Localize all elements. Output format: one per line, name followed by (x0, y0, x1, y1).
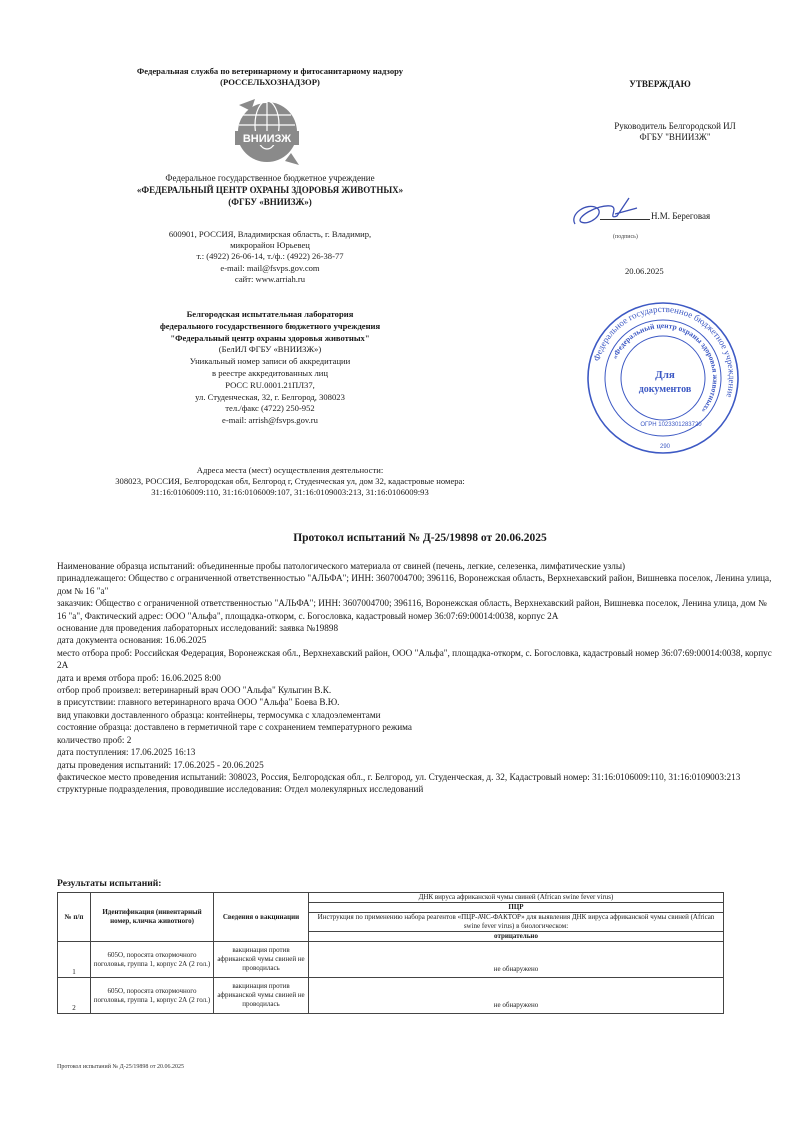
protocol-fields (57, 560, 777, 796)
lab-address: ул. Студенческая, 32, г. Белгород, 308023 (195, 391, 345, 402)
stamp-center-line-1: Для (655, 369, 675, 381)
lab-block (80, 309, 460, 427)
row-result: не обнаружено (309, 978, 724, 1014)
email: e-mail: mail@fsvps.gov.com (220, 262, 320, 273)
stamp-center-line-2: документов (638, 384, 692, 395)
field-sampling-place: место отбора проб: Российская Федерация, Воронежская обл., Верхнехавский район, ООО "Альфа", площадка-откорм, с. Богословка, кадастровый номер 36:07:69:00014:0038, корпус 2А (57, 647, 772, 671)
organization-block (80, 172, 460, 208)
approver-role-line-1: Руководитель Белгородской ИЛ (614, 121, 736, 131)
activity-line-1: 308023, РОССИЯ, Белгородская обл, Белгород г, Студенческая ул, дом 32, кадастровые номера: (115, 476, 465, 487)
stamp-ogrn: ОГРН 1023301283720 (640, 422, 702, 428)
activity-title: Адреса места (мест) осуществления деятельности: (196, 465, 384, 475)
table-row (58, 942, 724, 978)
results-title: Результаты испытаний: (57, 878, 162, 889)
field-witness: в присутствии: главного ветеринарного врача ООО "Альфа" Боева В.Ю. (57, 697, 340, 708)
table-row (58, 978, 724, 1014)
phone: т.: (4922) 26-06-14, т./ф.: (4922) 26-38-77 (196, 251, 344, 262)
address-line-1: 600901, РОССИЯ, Владимирская область, г. Владимир, (168, 229, 372, 239)
field-sample-name: Наименование образца испытаний: объединенные пробы патологического материала от свиней (печень, легкие, селезенка, лимфатические узлы) (57, 561, 626, 571)
signature-caption: (подпись) (613, 234, 638, 240)
header-norm: отрицательно (309, 932, 724, 942)
header-num: № п/п (58, 893, 91, 942)
lab-line-1: Белгородская испытательная лаборатория (186, 309, 354, 319)
field-sample-count: количество проб: 2 (57, 734, 132, 745)
field-received-date: дата поступления: 17.06.2025 16:13 (57, 747, 196, 758)
field-sampled-by: отбор проб произвел: ветеринарный врач ООО "Альфа" Кулыгин В.К. (57, 685, 332, 696)
official-stamp-icon (583, 298, 743, 458)
lab-phone: тел./факс (4722) 250-952 (225, 403, 315, 414)
row-num: 2 (58, 978, 91, 1014)
field-customer: заказчик: Общество с ограниченной ответственностью "АЛЬФА"; ИНН: 3607004700; 396116, Воронежская область, Верхнехавский район, Вишневка поселок, Ленина улица, дом № 16 "а", Фактический адрес: ООО "Альфа", площадка-откорм, с. Богословка, кадастровый номер 36:07:69:00014:0038, корпус 2А (57, 598, 767, 621)
org-short: (ФГБУ «ВНИИЗЖ») (228, 197, 312, 207)
field-basis-date: дата документа основания: 16.06.2025 (57, 635, 207, 646)
approval-block (560, 79, 760, 89)
row-vaccination: вакцинация против африканской чумы свиней не проводилась (214, 942, 309, 978)
row-num: 1 (58, 942, 91, 978)
agency-header (80, 66, 460, 88)
lab-email: e-mail: arrish@fsvps.gov.ru (222, 415, 318, 426)
lab-line-4: (БелИЛ ФГБУ «ВНИИЗЖ») (218, 344, 322, 355)
signer-name: Н.М. Береговая (651, 211, 711, 221)
activity-addresses (50, 465, 530, 499)
field-condition: состояние образца: доставлено в герметичной таре с сохранением температурного режима (57, 722, 412, 733)
agency-name: Федеральная служба по ветеринарному и фитосанитарному надзору (136, 66, 404, 76)
activity-line-2: 31:16:0106009:110, 31:16:0106009:107, 31:16:0109003:213, 31:16:0106009:93 (151, 487, 429, 498)
approver-role-line-2: ФГБУ "ВНИИЗЖ" (639, 132, 711, 142)
page-footer: Протокол испытаний № Д-25/19898 от 20.06.2025 (57, 1064, 184, 1070)
lab-line-6: в реестре аккредитованных лиц (211, 367, 328, 378)
header-method: ПЦР (309, 903, 724, 913)
site: сайт: www.arriah.ru (234, 273, 306, 284)
lab-line-5: Уникальный номер записи об аккредитации (189, 356, 351, 367)
agency-short: (РОССЕЛЬХОЗНАДЗОР) (220, 77, 320, 87)
field-packaging: вид упаковки доставленного образца: контейнеры, термосумка с хладоэлементами (57, 709, 381, 720)
results-table (57, 892, 724, 1014)
header-instruction: Инструкция по применению набора реагентов «ПЦР-АЧС-ФАКТОР» для выявления ДНК вируса африканской чумы свиней (African swine fever virus) в биологическом: (309, 913, 724, 932)
approval-title: УТВЕРЖДАЮ (629, 79, 691, 89)
signature-line (600, 219, 650, 220)
header-vaccination: Сведения о вакцинации (214, 893, 309, 942)
address-line-2: микрорайон Юрьевец (230, 240, 310, 251)
field-department: структурные подразделения, проводившие исследования: Отдел молекулярных исследований (57, 784, 424, 795)
field-basis: основание для проведения лабораторных исследований: заявка №19898 (57, 623, 339, 634)
signature-icon (567, 194, 657, 234)
field-test-dates: даты проведения испытаний: 17.06.2025 - 20.06.2025 (57, 759, 264, 770)
row-result: не обнаружено (309, 942, 724, 978)
stamp-number: 290 (659, 444, 671, 450)
org-contacts (80, 229, 460, 285)
header-target: ДНК вируса африканской чумы свиней (African swine fever virus) (309, 893, 724, 903)
org-name: «ФЕДЕРАЛЬНЫЙ ЦЕНТР ОХРАНЫ ЗДОРОВЬЯ ЖИВОТНЫХ» (136, 185, 404, 195)
stamp-outer-text: Федеральное государственное бюджетное учреждение (591, 303, 738, 399)
stamp-inner-text: «Федеральный центр охраны здоровья животных» (610, 320, 721, 415)
lab-accreditation: РОСС RU.0001.21ПЛ37, (225, 379, 315, 390)
row-identification: 605О, поросята откормочного поголовья, группа 1, корпус 2А (2 гол.) (91, 942, 214, 978)
row-vaccination: вакцинация против африканской чумы свиней не проводилась (214, 978, 309, 1014)
header-identification: Идентификация (инвентарный номер, кличка животного) (91, 893, 214, 942)
results-header-row (58, 893, 724, 903)
field-owner: принадлежащего: Общество с ограниченной ответственностью "АЛЬФА"; ИНН: 3607004700; 396116, Воронежская область, Верхнехавский район, Вишневка поселок, Ленина улица, дом № 16 "а" (57, 573, 772, 596)
row-identification: 605О, поросята откормочного поголовья, группа 1, корпус 2А (2 гол.) (91, 978, 214, 1014)
lab-line-2: федерального государственного бюджетного учреждения (159, 320, 381, 331)
vniizzh-logo-icon (215, 95, 320, 170)
logo-text: ВНИИЗЖ (242, 133, 292, 145)
field-sampling-datetime: дата и время отбора проб: 16.06.2025 8:00 (57, 672, 221, 683)
field-test-location: фактическое место проведения испытаний: 308023, Россия, Белгородская обл., г. Белгород, ул. Студенческая, д. 32, Кадастровый номер: 31:16:0106009:110, 31:16:0109003:213 (57, 771, 741, 782)
protocol-title: Протокол испытаний № Д-25/19898 от 20.06.2025 (293, 532, 547, 544)
approver-role (580, 121, 770, 143)
org-type: Федеральное государственное бюджетное учреждение (165, 173, 375, 183)
lab-line-3: "Федеральный центр охраны здоровья животных" (170, 332, 370, 343)
approval-date: 20.06.2025 (625, 266, 664, 276)
